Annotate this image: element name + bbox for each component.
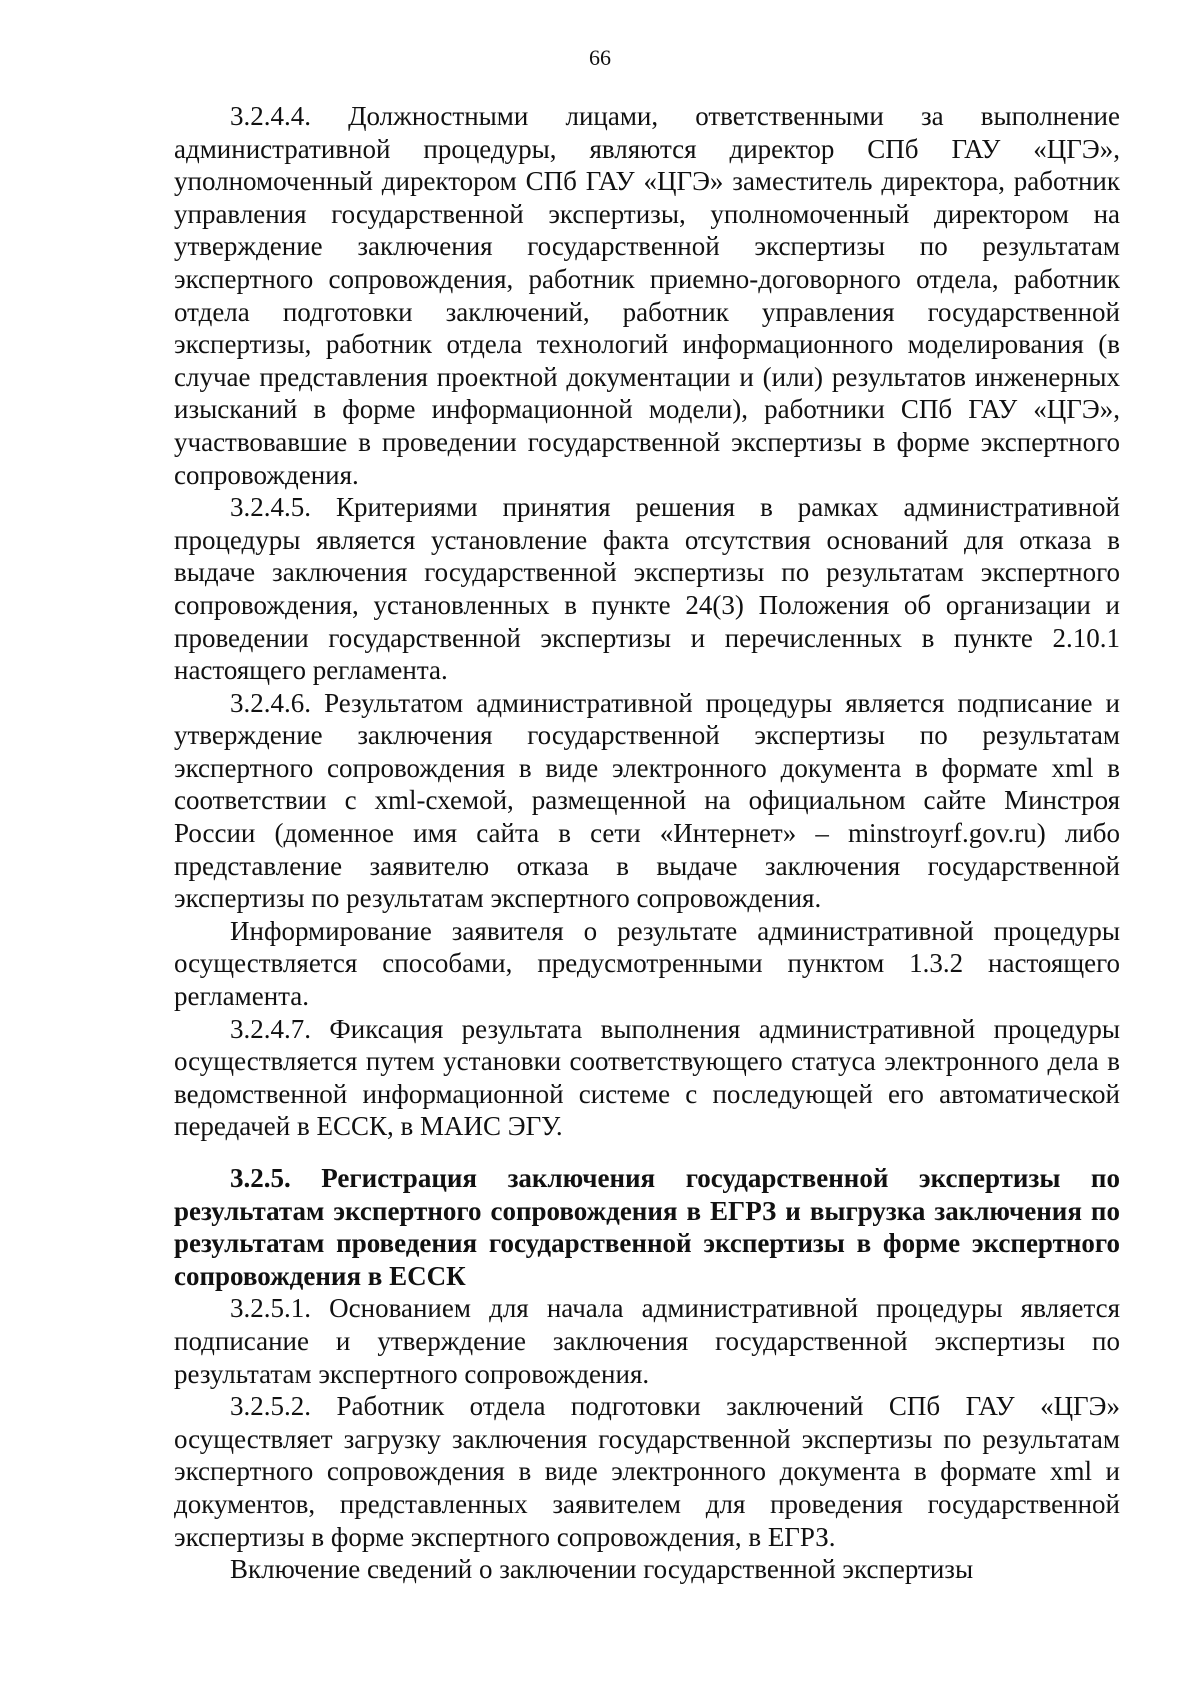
paragraph-3-2-5-2: 3.2.5.2. Работник отдела подготовки заключений СПб ГАУ «ЦГЭ» осуществляет загрузку заключения государственной экспертизы по результатам экспертного сопровождения в виде электронного документа в формате xml и документов, представленных заявителем для проведения государственной экспертизы в форме экспертного сопровождения, в ЕГРЗ. bbox=[174, 1391, 1120, 1552]
paragraph-3-2-4-7: 3.2.4.7. Фиксация результата выполнения административной процедуры осуществляется путем установки соответствующего статуса электронного дела в ведомственной информационной системе с последующей его автоматической передачей в ЕССК, в МАИС ЭГУ. bbox=[174, 1013, 1120, 1142]
section-heading-3-2-5: 3.2.5. Регистрация заключения государственной экспертизы по результатам экспертного сопровождения в ЕГРЗ и выгрузка заключения по результатам проведения государственной экспертизы в форме экспертного сопровождения в ЕССК bbox=[174, 1163, 1120, 1291]
page-number: 66 bbox=[589, 45, 611, 70]
paragraph-3-2-4-6: 3.2.4.6. Результатом административной процедуры является подписание и утверждение заключения государственной экспертизы по результатам экспертного сопровождения в виде электронного документа в формате xml в соответствии с xml-схемой, размещенной на официальном сайте Минстроя России (доменное имя сайта в сети «Интернет» – minstroyrf.gov.ru) либо представление заявителю отказа в выдаче заключения государственной экспертизы по результатам экспертного сопровождения. bbox=[174, 687, 1120, 914]
paragraph-3-2-5-1: 3.2.5.1. Основанием для начала административной процедуры является подписание и утверждение заключения государственной экспертизы по результатам экспертного сопровождения. bbox=[174, 1293, 1120, 1389]
paragraph-3-2-4-4: 3.2.4.4. Должностными лицами, ответственными за выполнение административной процедуры, являются директор СПб ГАУ «ЦГЭ», уполномоченный директором СПб ГАУ «ЦГЭ» заместитель директора, работник управления государственной экспертизы, уполномоченный директором на утверждение заключения государственной экспертизы по результатам экспертного сопровождения, работник приемно-договорного отдела, работник отдела подготовки заключений, работник управления государственной экспертизы, работник отдела технологий информационного моделирования (в случае представления проектной документации и (или) результатов инженерных изысканий в форме информационной модели), работники СПб ГАУ «ЦГЭ», участвовавшие в проведении государственной экспертизы в форме экспертного сопровождения. bbox=[174, 101, 1120, 490]
paragraph-3-2-4-5: 3.2.4.5. Критериями принятия решения в рамках административной процедуры является установление факта отсутствия оснований для отказа в выдаче заключения государственной экспертизы по результатам экспертного сопровождения, установленных в пункте 24(3) Положения об организации и проведении государственной экспертизы и перечисленных в пункте 2.10.1 настоящего регламента. bbox=[174, 492, 1120, 686]
paragraph-inclusion: Включение сведений о заключении государственной экспертизы bbox=[230, 1554, 974, 1585]
document-body bbox=[174, 100, 1120, 1586]
paragraph-informing: Информирование заявителя о результате административной процедуры осуществляется способами, предусмотренными пунктом 1.3.2 настоящего регламента. bbox=[174, 915, 1120, 1012]
